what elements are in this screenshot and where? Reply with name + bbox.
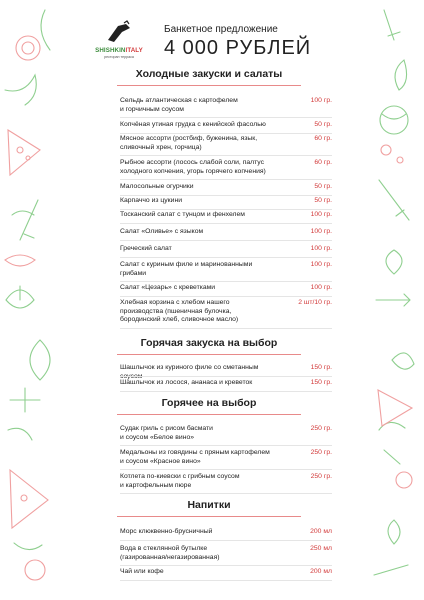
logo-wordmark-b: ITALY: [125, 47, 143, 54]
menu-item-name: Салат с куриным филе и маринованными грибами: [120, 261, 253, 277]
section-divider: [117, 516, 301, 517]
item-separator: [120, 281, 332, 282]
menu-item-name: Судак гриль с рисом басмати и соусом «Белое вино»: [120, 425, 213, 441]
section-header: [117, 499, 301, 517]
item-separator: [120, 179, 332, 180]
item-separator: [120, 391, 332, 392]
item-separator: [120, 580, 332, 581]
item-separator: [120, 195, 332, 196]
menu-item-portion: 100 гр.: [310, 284, 332, 291]
dish-doodles-left: [0, 0, 60, 600]
item-separator: [120, 117, 332, 118]
menu-item-portion: 50 гр.: [314, 121, 332, 128]
menu-item-portion: 100 гр.: [310, 245, 332, 252]
item-separator: [120, 133, 332, 134]
menu-item-portion: 60 гр.: [314, 159, 332, 166]
menu-item-portion: 100 гр.: [310, 261, 332, 268]
menu-item-portion: 100 гр.: [310, 97, 332, 104]
menu-item-name: Копчёная утиная грудка с кенийской фасолью: [120, 121, 266, 128]
menu-item-portion: 250 гр.: [310, 449, 332, 456]
menu-item-portion: 150 гр.: [310, 379, 332, 386]
section-title: Холодные закуски и салаты: [135, 68, 283, 80]
menu-item-name: Хлебная корзина с хлебом нашего производства (пшеничная булочка, бородинский хлеб, сливочное масло): [120, 299, 239, 323]
item-separator: [120, 540, 332, 541]
menu-item-name: Рыбное ассорти (лосось слабой соли, палтус холодного копчения, угорь горячего копчения): [120, 159, 266, 175]
section-title: Горячее на выбор: [161, 397, 257, 409]
menu-item-name: Вода в стеклянной бутылке (газированная/негазированная): [120, 545, 220, 561]
item-separator: [120, 240, 332, 241]
menu-item-name: Греческий салат: [120, 245, 172, 252]
section-divider: [117, 414, 301, 415]
menu-item-portion: 100 гр.: [310, 211, 332, 218]
section-title: Горячая закуска на выбор: [140, 337, 278, 349]
section-header: [117, 68, 301, 86]
item-separator: [120, 493, 332, 494]
item-separator: [120, 445, 332, 446]
menu-item-name: Салат «Цезарь» с креветками: [120, 284, 216, 291]
item-separator: [120, 257, 332, 258]
menu-item-name: Медальоны из говядины с пряным картофелем и соусом «Красное вино»: [120, 449, 270, 465]
logo-subtitle: ресторан терраса: [104, 55, 134, 59]
menu-item-portion: 150 гр.: [310, 364, 332, 371]
menu-item-name: Шашлычок из куриного филе со сметанным соусом: [120, 364, 259, 380]
header: [88, 16, 348, 70]
menu-item-name: Сельдь атлантическая с картофелем и горчичным соусом: [120, 97, 238, 113]
menu-item-name: Карпаччо из цукини: [120, 197, 182, 204]
menu-item-portion: 100 гр.: [310, 228, 332, 235]
menu-item-portion: 60 гр.: [314, 135, 332, 142]
offer-price: 4 000 РУБЛЕЙ: [164, 37, 312, 59]
menu-item-name: Чай или кофе: [120, 568, 164, 575]
restaurant-logo: [88, 20, 150, 72]
logo-wordmark-a: SHISHKIN: [95, 47, 126, 54]
menu-item-name: Малосольные огурчики: [120, 183, 194, 190]
item-separator: [120, 469, 332, 470]
menu-item-portion: 250 гр.: [310, 473, 332, 480]
menu-item-portion: 200 мл: [310, 568, 332, 575]
item-separator: [120, 565, 332, 566]
offer-label: Банкетное предложение: [164, 24, 278, 35]
menu-item-portion: 50 гр.: [314, 197, 332, 204]
item-separator: [120, 376, 332, 377]
menu-item-portion: 250 мл: [310, 545, 332, 552]
logo-wordmark: [88, 47, 150, 54]
section-divider: [117, 354, 301, 355]
menu-item-name: Морс клюквенно-брусничный: [120, 528, 213, 535]
item-separator: [120, 328, 332, 329]
section-divider: [117, 85, 301, 86]
section-header: [117, 397, 301, 415]
menu-item-portion: 250 гр.: [310, 425, 332, 432]
menu-item-name: Тосканский салат с тунцом и фенхелем: [120, 211, 245, 218]
menu-item-name: Котлета по-киевски с грибным соусом и картофельным пюре: [120, 473, 240, 489]
item-separator: [120, 209, 332, 210]
menu-item-name: Шашлычок из лосося, ананаса и креветок: [120, 379, 253, 386]
item-separator: [120, 223, 332, 224]
section-title: Напитки: [187, 499, 231, 511]
menu-item-name: Салат «Оливье» с языком: [120, 228, 204, 235]
item-separator: [120, 296, 332, 297]
dish-doodles-right: [364, 0, 424, 600]
menu-item-portion: 200 мл: [310, 528, 332, 535]
grill-logo-icon: [104, 20, 134, 46]
menu-item-portion: 2 шт/10 гр.: [298, 299, 332, 306]
menu-item-name: Мясное ассорти (ростбиф, буженина, язык, сливочный хрен, горчица): [120, 135, 258, 151]
menu-item-portion: 50 гр.: [314, 183, 332, 190]
item-separator: [120, 155, 332, 156]
section-header: [117, 337, 301, 355]
